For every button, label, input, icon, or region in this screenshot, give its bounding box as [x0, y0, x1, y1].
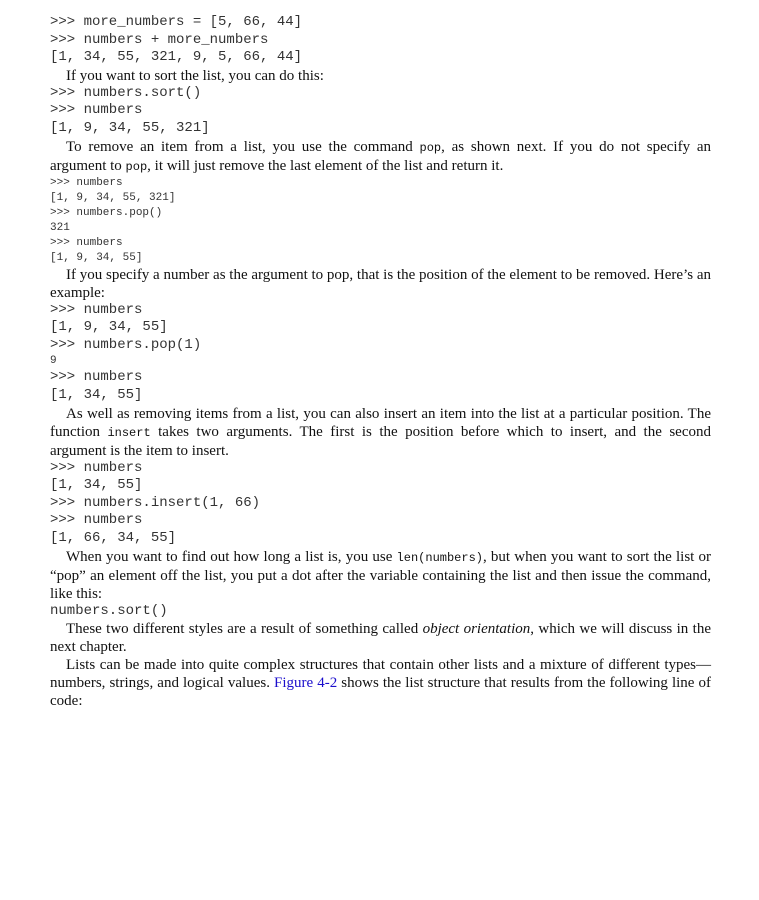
- code-line: >>> numbers: [50, 369, 143, 386]
- code-output: [1, 34, 55]: [50, 477, 143, 494]
- inline-code-insert: insert: [107, 425, 151, 440]
- code-output: [1, 9, 34, 55]: [50, 319, 168, 336]
- code-output: [1, 66, 34, 55]: [50, 529, 177, 546]
- paragraph-sort-intro: If you want to sort the list, you can do this:: [66, 67, 324, 84]
- paragraph-pop-index: If you specify a number as the argument to pop, that is the position of the element to be removed. Here’s an example:: [50, 266, 711, 301]
- paragraph-text: , it will just remove the last element of the list and return it.: [147, 157, 504, 174]
- code-line: >>> numbers: [50, 176, 123, 189]
- code-line: >>> numbers: [50, 102, 143, 119]
- paragraph-text: shows the list structure that results from the following line of code:: [50, 675, 711, 710]
- emphasis-term: object orientation: [422, 621, 531, 638]
- paragraph-complex-lists: [50, 656, 711, 710]
- code-line: >>> numbers: [50, 301, 143, 318]
- code-output: [1, 34, 55]: [50, 386, 143, 403]
- code-line: >>> more_numbers = [5, 66, 44]: [50, 14, 303, 30]
- paragraph-pop-intro: [50, 138, 711, 176]
- document-page: [50, 14, 711, 710]
- code-output: [1, 9, 34, 55, 321]: [50, 191, 176, 204]
- code-output: 9: [50, 355, 57, 368]
- paragraph-text: , which we will discuss in the next chapter.: [50, 621, 711, 656]
- code-output: [1, 9, 34, 55, 321]: [50, 119, 210, 136]
- code-output: 321: [50, 221, 70, 234]
- paragraph-insert-intro: [50, 405, 711, 460]
- code-line: >>> numbers.pop(1): [50, 336, 202, 353]
- figure-link[interactable]: Figure 4-2: [274, 675, 338, 692]
- paragraph-text: These two different styles are a result of something called: [66, 621, 423, 638]
- code-output: [1, 9, 34, 55]: [50, 251, 143, 264]
- code-line: >>> numbers.sort(): [50, 84, 202, 101]
- inline-code-pop: pop: [419, 140, 442, 155]
- code-line: >>> numbers: [50, 512, 143, 529]
- paragraph-text: , but when you want to sort the list or “pop” an element off the list, you put a dot after the variable containing the list and then issue the command, like this:: [50, 548, 711, 602]
- paragraph-len-vs-dot: [50, 548, 711, 603]
- paragraph-object-orientation: [50, 620, 711, 656]
- code-line: >>> numbers.pop(): [50, 206, 163, 219]
- code-line: numbers.sort(): [50, 602, 168, 619]
- paragraph-text: Lists can be made into quite complex structures that contain other lists and a mixture of different types—numbers, strings, and logical values.: [50, 657, 711, 692]
- paragraph-text: As well as removing items from a list, you can also insert an item into the list at a particular position. The function: [50, 405, 711, 440]
- inline-code-pop: pop: [125, 159, 148, 174]
- code-line: >>> numbers.insert(1, 66): [50, 494, 261, 511]
- paragraph-text: , as shown next. If you do not specify an argument to: [50, 138, 711, 174]
- code-line: >>> numbers + more_numbers: [50, 31, 269, 48]
- paragraph-text: takes two arguments. The first is the position before which to insert, and the second argument is the item to insert.: [50, 423, 711, 459]
- code-output: [1, 34, 55, 321, 9, 5, 66, 44]: [50, 49, 303, 66]
- code-line: >>> numbers: [50, 459, 143, 476]
- paragraph-text: When you want to find out how long a list is, you use: [66, 548, 397, 565]
- paragraph-text: To remove an item from a list, you use the command: [66, 138, 420, 155]
- inline-code-len: len(numbers): [396, 550, 483, 565]
- code-line: >>> numbers: [50, 236, 123, 249]
